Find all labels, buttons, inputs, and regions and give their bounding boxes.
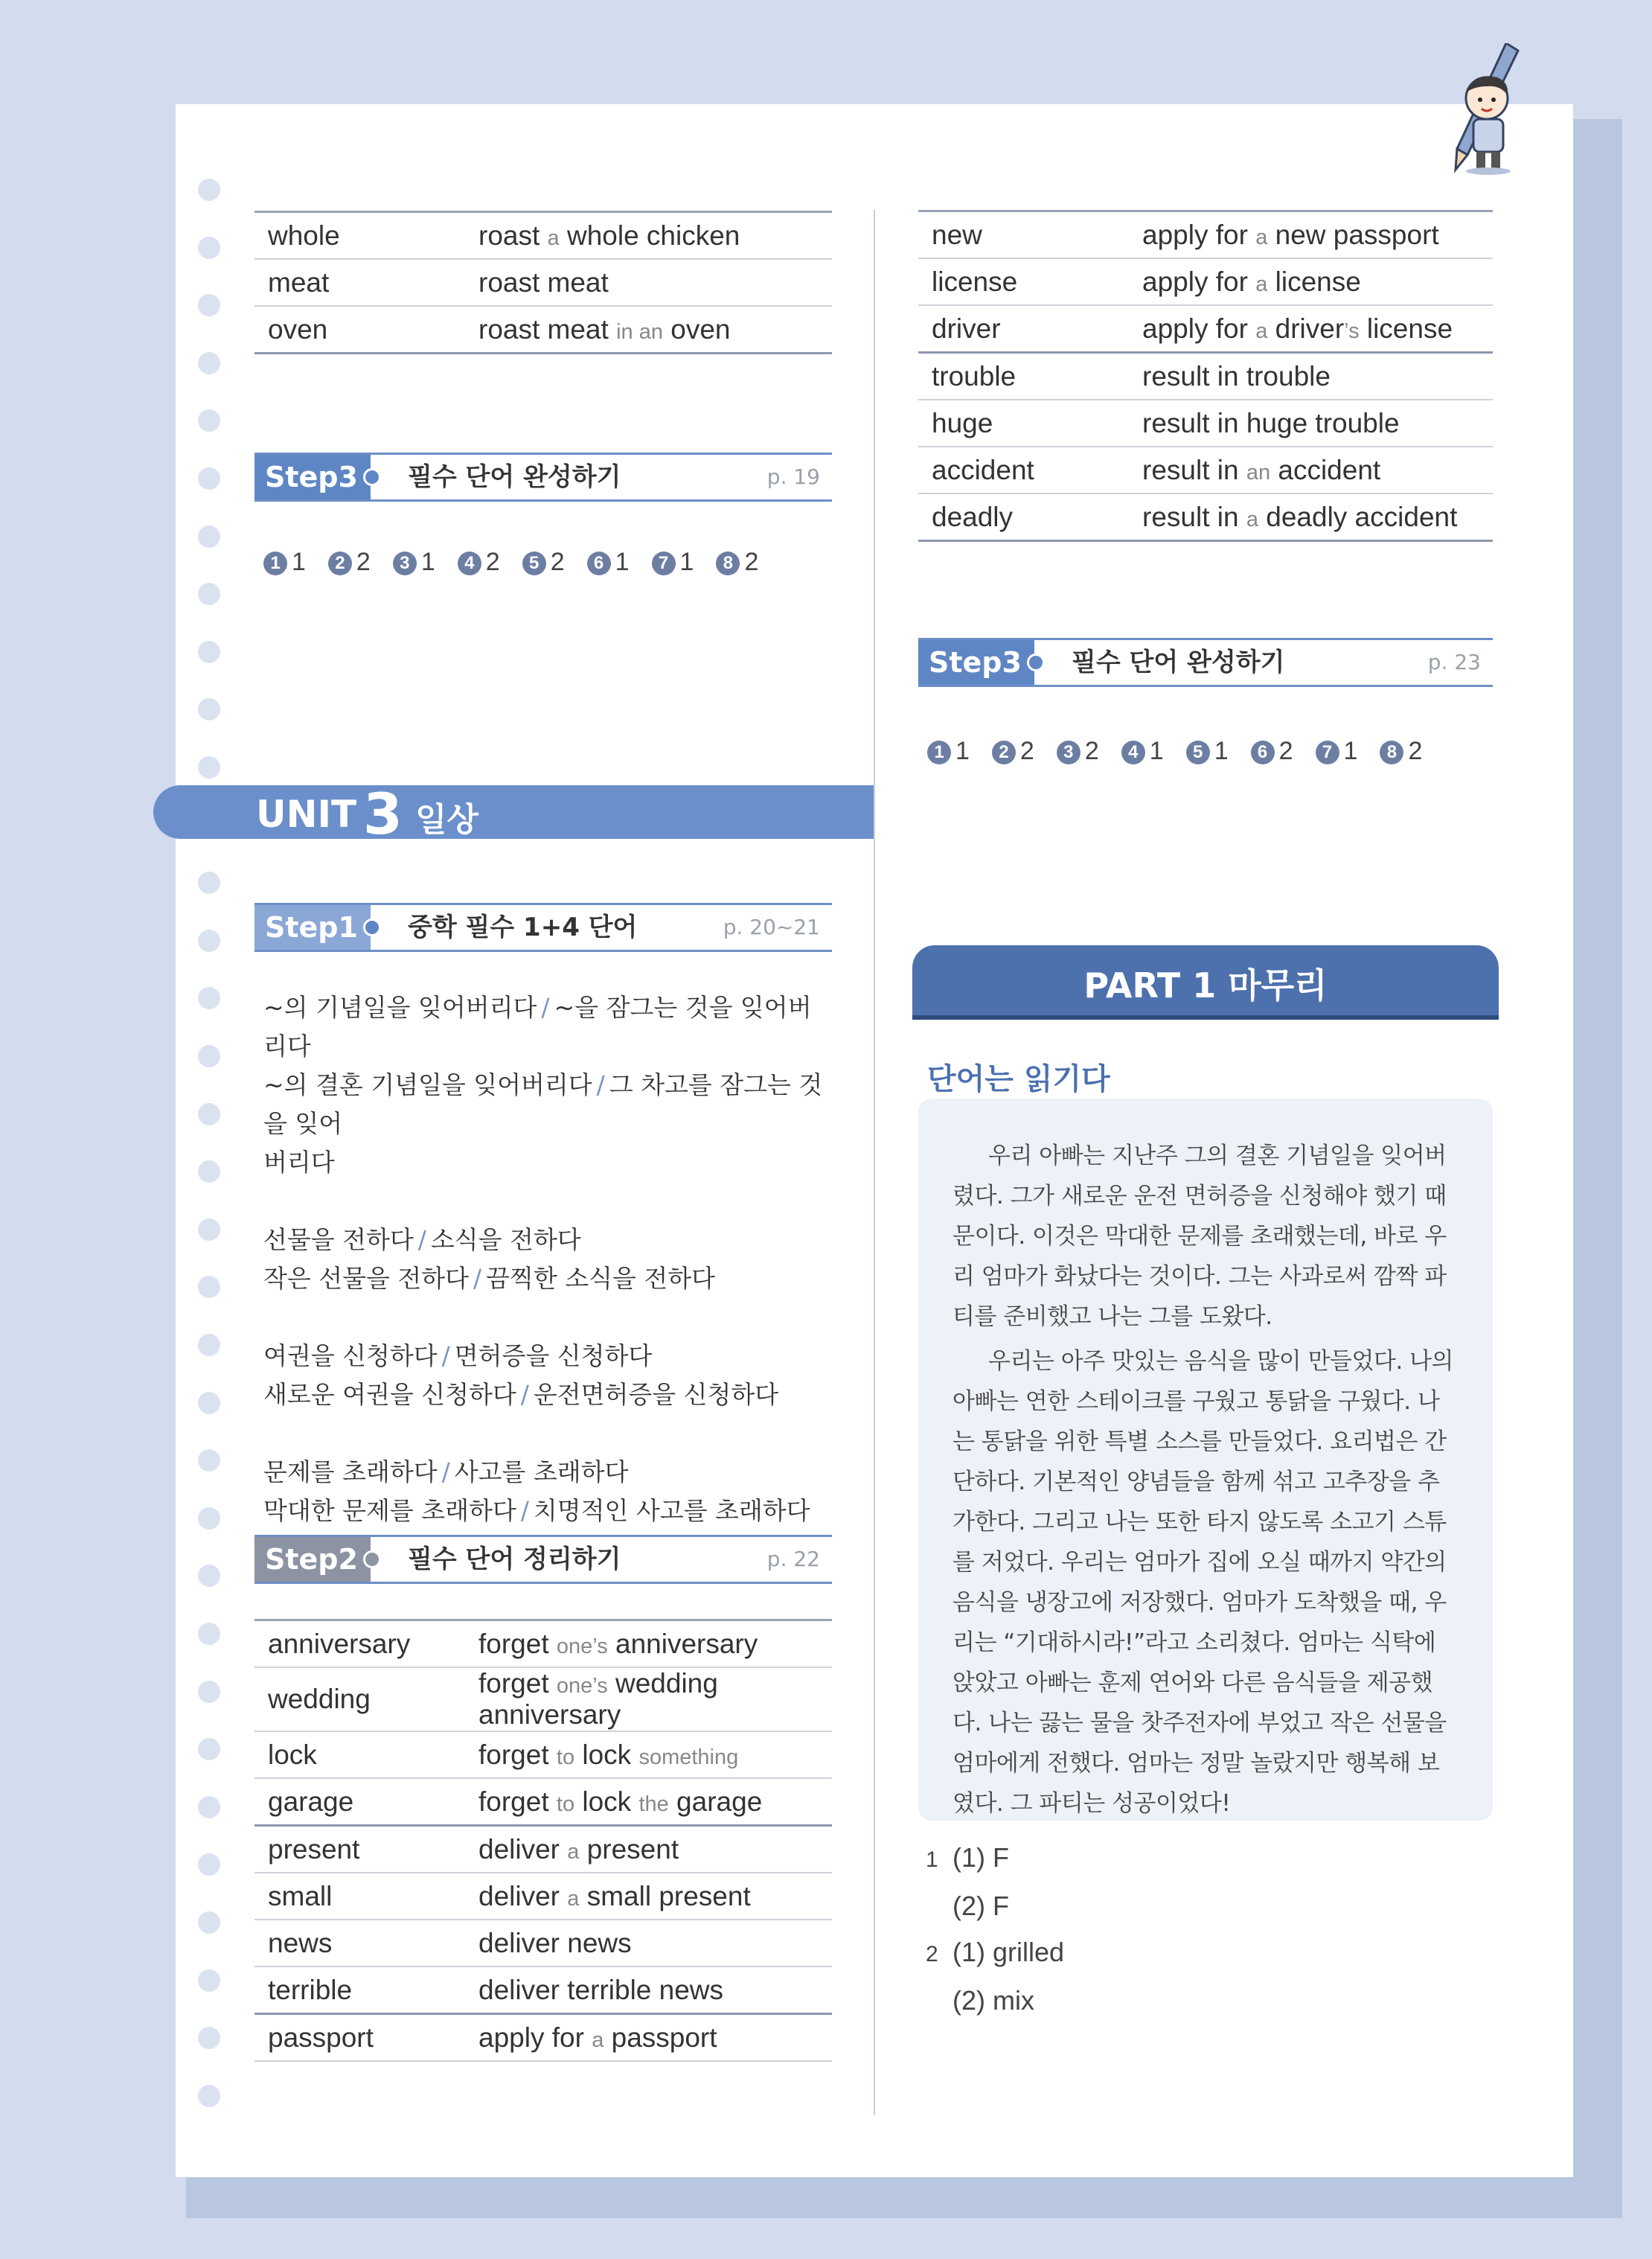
vocab-phrase [465,1620,832,1668]
answer-item [458,548,500,577]
phrase-text: roast meat [478,266,609,298]
step-title: 필수 단어 완성하기 [1072,648,1285,677]
group-spacer [263,1182,829,1221]
binder-hole [198,2085,220,2107]
vocab-word: passport [254,2014,465,2062]
reading-title: 단어는 읽기다 [927,1062,1110,1096]
answer-text: (1) F [953,1842,1009,1873]
meaning-line [263,1066,829,1143]
question-number: 2 [926,1942,938,1966]
phrase-text: result in huge trouble [1142,407,1400,438]
phrase-function-word: something [638,1745,739,1769]
binder-hole [198,467,220,490]
answer-value: 1 [955,737,970,765]
answer-item [328,548,371,577]
binder-hole [198,525,220,548]
pencil-mascot-icon [1441,43,1530,177]
step-dot [363,1550,381,1568]
slash-separator: / [541,993,550,1022]
phrase-text: license [1359,313,1453,344]
phrase-text: apply for [1142,313,1256,344]
phrase-text: passport [604,2022,717,2053]
phrase-function-word: a [1255,319,1268,343]
binder-hole [198,1911,220,1934]
vocab-phrase [465,1920,832,1966]
slash-separator: / [473,1264,482,1293]
table-row [918,447,1493,493]
vocab-word: lock [254,1731,465,1778]
vocab-word: new [918,211,1129,259]
binder-hole [198,2027,220,2049]
phrase-text: new passport [1267,219,1439,250]
answer-line [926,1835,1064,1883]
vocab-word: present [254,1826,465,1873]
group-spacer [263,1414,829,1453]
vocab-word: garage [254,1778,465,1826]
answer-value: 2 [356,548,371,576]
step-tag: Step3 [254,455,371,499]
table-row [918,353,1493,400]
vocab-word: deadly [918,493,1129,541]
question-number-icon: 3 [1057,741,1080,764]
binder-hole [198,1392,220,1414]
binder-hole [198,756,220,779]
table-row [918,305,1493,353]
meaning-a: ~의 결혼 기념일을 잊어버리다 [263,1070,592,1099]
binder-hole [198,930,220,952]
step1-meanings [263,988,829,1530]
answer-text: (1) grilled [953,1937,1065,1967]
step3-header-left [254,453,832,502]
binder-hole [198,1449,220,1472]
phrase-text: deliver [478,1880,568,1911]
binder-hole [198,179,220,201]
answer-value: 2 [485,548,500,576]
answer-item [992,737,1034,766]
phrase-function-word: to [556,1745,575,1769]
binder-hole [198,1045,220,1067]
phrase-text: small present [579,1880,751,1911]
question-number-icon: 5 [522,552,546,575]
phrase-text: present [579,1833,679,1865]
phrase-text: apply for [1142,266,1256,297]
vocab-table-roast [254,211,832,354]
binder-hole [198,987,220,1009]
step-tag: Step3 [918,640,1034,685]
binder-hole [198,872,220,894]
step3-header-right [918,638,1493,687]
phrase-text: forget [478,1786,557,1817]
answer-value: 2 [550,548,565,576]
answer-value: 1 [420,548,435,576]
vocab-word: driver [918,305,1129,353]
question-number: 1 [926,1847,938,1872]
table-row [254,259,832,306]
binder-hole [198,352,220,374]
phrase-text: license [1267,266,1361,297]
binder-hole [198,237,220,259]
slash-separator: / [596,1070,605,1099]
reading-paragraph: 우리는 아주 맛있는 음식을 많이 만들었다. 나의 아빠는 연한 스테이크를 구웠고 통닭을 구웠다. 나는 통닭을 위한 특별 소스를 만들었다. 요리법은 간단하다. 기본적인 양념들을 함께 섞고 고추장을 추가한다. 그리고 나는 또한 타지 않도록 소고기 스튜를 저었다. 우리는 엄마가 집에 오실 때까지 약간의 음식을 냉장고에 저장했다. 엄마가 도착했을 때, 우리는 “기대하시라!”라고 소리쳤다. 엄마는 식탁에 앉았고 아빠는 훈제 연어와 다른 음식들을 제공했다. 나는 끓는 물을 찻주전자에 부었고 작은 선물을 엄마에게 전했다. 엄마는 정말 놀랐지만 행복해 보였다. 그 파티는 성공이었다! [953,1348,1453,1817]
meaning-b: 끔찍한 소식을 전하다 [486,1264,716,1293]
phrase-text: lock [574,1739,639,1770]
question-number-icon: 1 [263,552,287,575]
binder-hole [198,1507,220,1530]
group-spacer [263,1298,829,1337]
vocab-phrase [465,1826,832,1873]
vocab-phrase [465,1873,832,1920]
binder-hole [198,1969,220,1992]
table-row [254,1920,832,1966]
vocab-word: small [254,1873,465,1920]
phrase-function-word: an [1246,460,1271,485]
binder-hole [198,1565,220,1587]
answer-value: 2 [744,548,759,576]
meaning-line [263,1492,829,1530]
meaning-a: 선물을 전하다 [263,1225,414,1254]
vocab-phrase [465,306,832,354]
answer-value: 2 [1084,737,1099,765]
answer-value: 2 [1408,737,1423,765]
vocab-phrase [465,259,832,306]
meaning-line-continued: 버리다 [263,1148,335,1177]
phrase-text: result in [1142,501,1246,532]
binder-hole [198,641,220,663]
answer-item [1057,737,1099,766]
question-number-icon: 2 [992,741,1016,764]
meaning-b: 운전면허증을 신청하다 [533,1380,779,1409]
meaning-a: 여권을 신청하다 [263,1341,438,1370]
binder-hole [198,1623,220,1645]
vocab-table-step2 [254,1619,832,2062]
phrase-text: result in [1142,454,1246,485]
phrase-text: roast meat [478,313,617,345]
binder-hole [198,1276,220,1298]
vocab-phrase [1129,211,1493,259]
phrase-function-word: ’s [1344,319,1360,343]
reading-paragraph: 우리 아빠는 지난주 그의 결혼 기념일을 잊어버렸다. 그가 새로운 운전 면허증을 신청해야 했기 때문이다. 이것은 막대한 문제를 초래했는데, 바로 우리 엄마가 화났다는 것이다. 그는 사과로써 깜짝 파티를 준비했고 나는 그를 도왔다. [953,1143,1447,1330]
meaning-b: 사고를 초래하다 [454,1457,629,1486]
table-row [918,400,1493,447]
phrase-function-word: a [547,226,560,250]
meaning-a: ~의 기념일을 잊어버리다 [263,993,537,1022]
answer-value: 1 [1149,737,1164,765]
vocab-phrase [1129,493,1493,541]
reading-passage [918,1099,1493,1821]
page-reference: p. 23 [1427,650,1481,674]
answer-item [522,548,565,577]
column-divider [874,210,875,2115]
table-row [254,1731,832,1778]
question-number-icon: 6 [1251,741,1275,764]
phrase-function-word: a [1255,225,1268,249]
step1-header [254,903,832,952]
table-row [254,1620,832,1668]
vocab-word: license [918,258,1129,305]
phrase-function-word: a [1255,272,1268,296]
step-tag: Step2 [254,1537,371,1582]
phrase-text: garage [668,1786,763,1817]
binder-hole [198,409,220,432]
phrase-text: result in trouble [1142,360,1331,392]
phrase-text: anniversary [607,1628,758,1659]
step-dot [363,918,381,936]
vocab-phrase [465,2014,832,2062]
answer-list [926,1835,1064,2024]
meaning-line [263,1337,829,1375]
answer-item [1121,737,1164,766]
unit-title: 일상 [415,801,479,839]
binder-hole [198,1681,220,1703]
phrase-text: driver [1267,313,1345,344]
vocab-phrase [465,212,832,260]
answer-line [926,1883,1064,1929]
meaning-b: 면허증을 신청하다 [454,1341,653,1370]
phrase-text: forget [478,1739,557,1770]
binder-hole [198,1160,220,1183]
phrase-text: accident [1270,454,1381,485]
vocab-word: meat [254,259,465,306]
question-number-icon: 7 [1316,741,1339,764]
answer-item [716,548,758,577]
page-reference: p. 22 [766,1547,820,1571]
meaning-line [263,988,829,1066]
meaning-b: 치명적인 사고를 초래하다 [533,1496,810,1525]
slash-separator: / [417,1225,426,1254]
phrase-text: deadly accident [1258,501,1458,532]
phrase-text: deliver terrible news [478,1974,724,2005]
meaning-line [263,1375,829,1414]
question-number-icon: 1 [927,741,951,764]
part-banner [912,945,1499,1020]
phrase-text: deliver news [478,1927,632,1958]
vocab-word: wedding [254,1667,465,1731]
phrase-text: apply for [478,2022,592,2053]
binder-hole [198,1796,220,1818]
meaning-b: 소식을 전하다 [430,1225,581,1254]
vocab-phrase [465,1778,832,1826]
meaning-b: 그 차고를 잠그는 것을 잊어 [263,1070,823,1138]
answer-value: 1 [1343,737,1358,765]
answer-item [652,548,694,577]
phrase-function-word: a [592,2028,604,2052]
question-number-icon: 2 [328,552,352,575]
phrase-text: oven [662,313,731,345]
question-number-icon: 7 [652,552,676,575]
phrase-text: lock [574,1786,639,1817]
binder-hole [198,1853,220,1876]
question-number-icon: 8 [716,552,740,575]
phrase-text: apply for [1142,219,1256,250]
page-reference: p. 19 [766,464,820,489]
question-number-icon: 4 [458,552,481,575]
meaning-line [263,1453,829,1492]
binder-hole [198,1103,220,1125]
table-row [254,1873,832,1920]
phrase-text: deliver [478,1833,568,1865]
phrase-text: wedding anniversary [478,1668,718,1730]
meaning-b: ~을 잠그는 것을 잊어버리다 [263,993,812,1061]
phrase-text: forget [478,1628,557,1659]
vocab-phrase [465,1667,832,1731]
answer-text: (2) F [953,1891,1009,1921]
table-row [254,1826,832,1873]
step-title: 필수 단어 완성하기 [408,462,621,492]
answer-item [263,548,306,577]
answer-item [1380,737,1422,766]
binder-hole [198,1218,220,1241]
step-dot [1027,654,1045,671]
phrase-function-word: the [638,1792,669,1816]
table-row [254,212,832,260]
phrase-function-word: one’s [556,1674,608,1698]
unit-banner [153,781,874,847]
question-number-icon: 8 [1380,741,1403,764]
slash-separator: / [520,1380,529,1409]
answer-text: (2) mix [953,1985,1034,2016]
binder-holes [198,179,223,2114]
table-row [918,493,1493,541]
question-number-icon: 4 [1121,741,1145,764]
answer-line [926,1929,1064,1978]
binder-hole [198,294,220,316]
vocab-table-right [918,210,1493,542]
answer-value: 2 [1019,737,1034,765]
step-title: 필수 단어 정리하기 [408,1544,621,1574]
slash-separator: / [520,1496,529,1525]
meaning-a: 작은 선물을 전하다 [263,1264,470,1293]
step3-answers-right [927,737,1444,766]
vocab-word: accident [918,447,1129,493]
meaning-line [263,1259,829,1298]
vocab-phrase [1129,258,1493,305]
answer-item [393,548,435,577]
table-row [254,306,832,354]
meaning-line [263,1221,829,1259]
slash-separator: / [441,1457,450,1486]
binder-hole [198,583,220,605]
phrase-text: roast [478,220,548,251]
unit-label: UNIT [256,793,357,836]
meaning-a: 문제를 초래하다 [263,1457,438,1486]
vocab-word: oven [254,306,465,354]
answer-item [1316,737,1358,766]
vocab-phrase [1129,400,1493,447]
step3-answers-left [263,548,781,577]
vocab-word: huge [918,400,1129,447]
answer-value: 1 [615,548,630,576]
phrase-function-word: to [556,1792,575,1816]
vocab-word: anniversary [254,1620,465,1668]
step-tag: Step1 [254,905,371,950]
vocab-word: whole [254,212,465,260]
page-reference: p. 20~21 [723,915,820,939]
phrase-text: forget [478,1668,557,1699]
vocab-word: news [254,1920,465,1966]
phrase-function-word: one’s [556,1634,608,1658]
binder-hole [198,698,220,720]
table-row [918,211,1493,259]
table-row [918,258,1493,305]
answer-value: 1 [292,548,306,576]
phrase-function-word: a [567,1839,580,1864]
question-number-icon: 6 [587,552,611,575]
answer-line [926,1978,1064,2024]
step2-header [254,1535,832,1584]
table-row [254,2014,832,2062]
table-row [254,1966,832,2014]
vocab-word: terrible [254,1966,465,2014]
slash-separator: / [441,1341,450,1370]
phrase-function-word: a [1246,507,1258,531]
vocab-phrase [465,1966,832,2014]
answer-value: 2 [1278,737,1293,765]
answer-item [1251,737,1293,766]
answer-item [1186,737,1229,766]
part-banner-title: PART 1 마무리 [1083,965,1328,1006]
unit-number: 3 [363,781,403,847]
answer-value: 1 [679,548,694,576]
step-dot [363,468,381,486]
answer-item [927,737,970,766]
phrase-text: whole chicken [559,220,740,251]
vocab-phrase [1129,447,1493,493]
meaning-a: 막대한 문제를 초래하다 [263,1496,516,1525]
vocab-phrase [1129,305,1493,353]
table-row [254,1667,832,1731]
phrase-function-word: a [567,1886,580,1911]
table-row [254,1778,832,1826]
step-title: 중학 필수 1+4 단어 [408,913,638,942]
vocab-phrase [1129,353,1493,400]
phrase-function-word: in an [616,319,663,344]
binder-hole [198,1334,220,1356]
question-number-icon: 3 [393,552,417,575]
vocab-phrase [465,1731,832,1778]
answer-item [587,548,630,577]
question-number-icon: 5 [1186,741,1210,764]
meaning-a: 새로운 여권을 신청하다 [263,1380,516,1409]
answer-value: 1 [1214,737,1229,765]
vocab-word: trouble [918,353,1129,400]
binder-hole [198,1738,220,1760]
